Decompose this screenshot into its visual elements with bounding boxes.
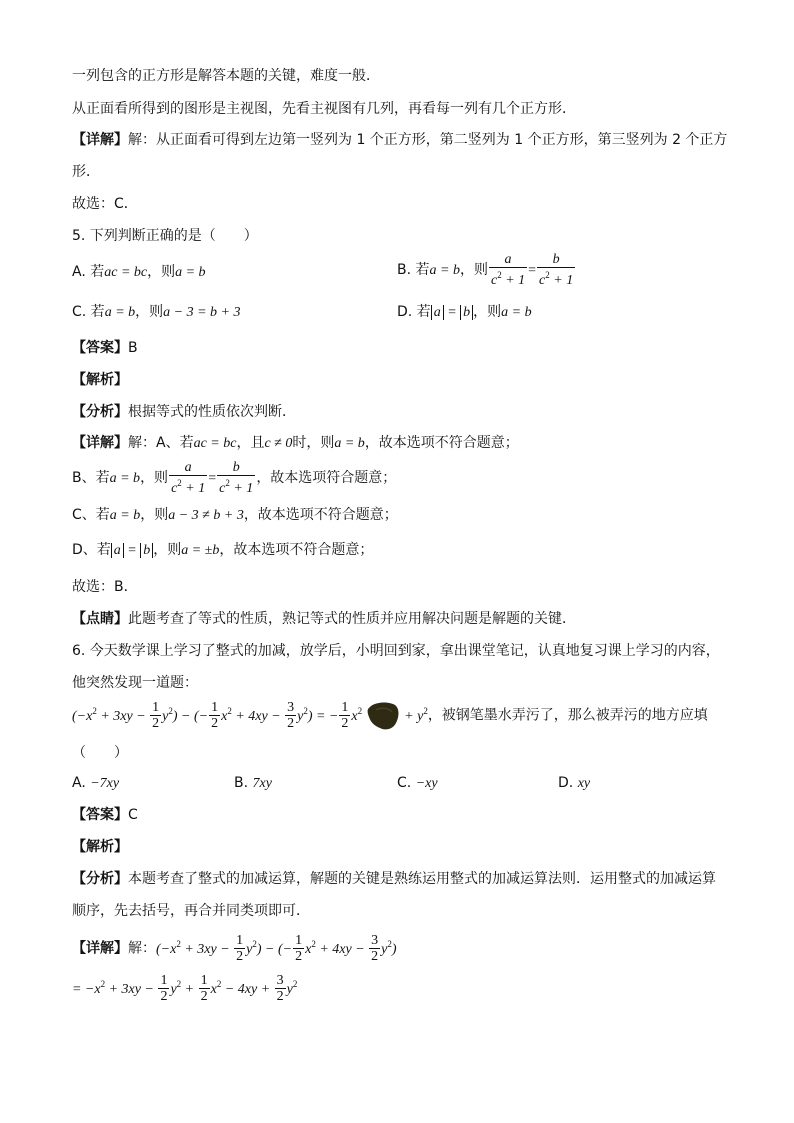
q5-detail-c [72,505,398,526]
q6-fenxi-2: 顺序，先去括号，再合并同类项即可． [72,903,310,919]
q5-option-d-then: ，则 [473,304,502,320]
q6-option-b-label: B. [234,775,249,791]
q6-fenxi-text-1: 本题考查了整式的加减运算，解题的关键是熟练运用整式的加减运算法则．运用整式的加减运算 [128,871,716,887]
eq-part3: $x^2 + 4xy$ − [221,705,285,724]
t1: 解：A、若 [128,435,194,451]
intro-line-5: 故选：C． [72,196,138,212]
t3: ，且 [236,435,265,451]
q5-option-a-expr1: ac = bc [104,265,148,280]
q6-option-b [234,773,272,794]
intro-line-2: 从正面看所得到的图形是主视图，先看主视图有几列，再看每一列有几个正方形． [72,101,576,117]
q6-option-c-value: −xy [415,776,438,791]
intro-line-3 [72,130,727,150]
q5-detail-d [72,540,373,561]
b1: B、若 [72,470,110,486]
q6-option-a [72,773,119,794]
q5-analysis-tag [72,370,128,390]
q6-detail-1 [72,933,397,964]
fenxi-text: 根据等式的性质依次判断． [128,404,296,420]
q6-xiangjie-text: 解： [128,940,156,957]
t5: 时，则 [292,435,335,451]
t4: c ≠ 0 [264,436,293,451]
q5-option-d-expr2: a = b [501,305,532,320]
c1: C、若 [72,507,110,523]
eq-part4: $y^2$) = − [297,705,339,724]
q6-analysis-tag [72,837,128,857]
xiangjie-tag: 【详解】 [72,435,128,451]
q5-option-d [397,302,532,323]
frac-d1: $\frac{1}{2}$ [236,933,244,964]
frac-three-half: $\frac{3}{2}$ [287,700,295,731]
fraction-a2: $\frac{a}{c^2 + 1}$ [171,460,206,496]
c3: ，则 [140,507,169,523]
d4: ，故本选项不符合题意； [219,542,374,558]
abs-a-eq-abs-b: a = b [431,305,473,320]
frac-d5: $\frac{1}{2}$ [200,973,208,1004]
frac-d3: $\frac{3}{2}$ [371,933,379,964]
q6-option-d [558,773,590,794]
dianjing-tag: 【点睛】 [72,611,128,627]
q5-option-c-label: C. 若 [72,304,105,320]
detail-eq-6: $y^2$ + [170,978,198,997]
detail-eq-1: ($-x^2 + 3xy$ − [156,938,234,957]
eq-part6: + $y^2$ [404,705,428,724]
fraction-b: $\frac{b}{c^2 + 1}$ [539,252,574,288]
q5-option-b-expr1: a = b [429,263,460,278]
d2: ，则 [153,542,182,558]
q5-option-a-label: A. 若 [72,264,105,280]
q6-option-b-value: 7xy [252,776,272,791]
q5-option-d-label: D. 若 [397,304,431,320]
detail-tag: 【详解】 [72,132,128,148]
fraction-a: $\frac{a}{c^2 + 1}$ [490,252,526,288]
q6-option-d-label: D. [558,775,574,791]
analysis-tag: 【解析】 [72,372,128,388]
q6-option-c-label: C. [397,775,412,791]
q6-option-c [397,773,438,794]
q6-fenxi-1 [72,869,716,889]
q6-fenxi-tag: 【分析】 [72,871,128,887]
q6-stem-4: （ ） [72,745,128,761]
intro-line-1: 一列包含的正方形是解答本题的关键，难度一般． [72,68,380,84]
q6-equation [72,700,708,731]
q5-stem: 5. 下列判断正确的是（ ） [72,228,258,244]
frac-half-1: $\frac{1}{2}$ [152,700,160,731]
detail-eq-2: $y^2$) − (− [246,938,293,957]
q5-option-a-then: ，则 [147,264,176,280]
q5-conclusion: 故选：B． [72,579,138,595]
frac-half-2: $\frac{1}{2}$ [211,700,219,731]
q6-option-d-value: xy [577,776,591,791]
eq-part1: ($-x^2 + 3xy$ − [72,705,150,724]
q6-stem-3-tail: ，被钢笔墨水弄污了，那么被弄污的地方应填 [427,707,708,724]
detail-eq-7: $x^2 - 4xy$ + [210,978,274,997]
t7: ，故本选项不符合题意； [364,435,519,451]
ink-blot-icon [366,701,400,731]
q6-option-a-value: −7xy [90,776,120,791]
detail-eq-5: = $-x^2 + 3xy$ − [72,978,158,997]
q5-option-c-expr2: a − 3 = b + 3 [163,305,241,320]
d3: a = ±b [181,543,220,558]
t6: a = b [334,436,365,451]
abs-expr-2: a = b [111,543,153,558]
q5-detail-a [72,433,519,454]
q6-xiangjie-tag: 【详解】 [72,940,128,957]
answer-value: B [128,340,138,356]
dianjing-text: 此题考查了等式的性质，熟记等式的性质并应用解决问题是解题的关键． [128,611,576,627]
eq-part2: $y^2$) − (− [162,705,209,724]
q5-answer [72,338,138,358]
q5-fenxi [72,402,296,422]
q6-answer-tag: 【答案】 [72,807,128,823]
q6-analysis-label: 【解析】 [72,839,128,855]
q5-option-c-then: ，则 [135,304,164,320]
answer-tag: 【答案】 [72,340,128,356]
detail-text: 解：从正面看可得到左边第一竖列为 1 个正方形，第二竖列为 1 个正方形，第三竖列为 2 个正方 [128,132,728,148]
q6-detail-2 [72,973,297,1004]
detail-eq-4: $y^2$) [381,938,397,957]
q6-option-a-label: A. [72,775,86,791]
b3: ，则 [140,470,169,486]
q5-option-c [72,302,240,323]
q5-option-a-expr2: a = b [175,265,206,280]
q5-option-b-label: B. 若 [397,262,430,278]
q5-detail-b: B、若a = b，则 $\frac{a}{c^2 + 1}$ = $\frac{b}{c^2 + 1}$ ，故本选项符合题意； [72,460,397,496]
intro-line-4: 形． [72,164,100,180]
d1: D、若 [72,542,111,558]
fenxi-tag: 【分析】 [72,404,128,420]
c5: ，故本选项不符合题意； [243,507,398,523]
frac-d2: $\frac{1}{2}$ [295,933,303,964]
frac-d4: $\frac{1}{2}$ [160,973,168,1004]
c2: a = b [109,508,141,523]
detail-eq-3: $x^2 + 4xy$ − [305,938,369,957]
frac-d6: $\frac{3}{2}$ [276,973,284,1004]
q6-stem-1: 6. 今天数学课上学习了整式的加减，放学后，小明回到家，拿出课堂笔记，认真地复习课上学习的内容， [72,643,720,659]
frac-half-3: $\frac{1}{2}$ [341,700,349,731]
q5-option-b: B. 若a = b，则 $\frac{a}{c^2 + 1}$ = $\frac{b}{c^2 + 1}$ [397,252,574,288]
q5-option-c-expr1: a = b [104,305,136,320]
detail-eq-8: $y^2$ [286,978,298,997]
fraction-b2: $\frac{b}{c^2 + 1}$ [219,460,254,496]
q6-stem-2: 他突然发现一道题： [72,675,198,691]
eq-part5: $x^2$ [351,705,363,724]
q5-option-b-then: ，则 [459,262,488,278]
q6-answer-value: C [128,807,138,823]
q6-answer [72,805,138,825]
q5-dianjing [72,609,576,629]
b4: ，故本选项符合题意； [256,470,397,486]
c4: a − 3 ≠ b + 3 [168,508,244,523]
b2: a = b [109,471,141,486]
q5-option-a [72,262,206,283]
t2: ac = bc [193,436,237,451]
